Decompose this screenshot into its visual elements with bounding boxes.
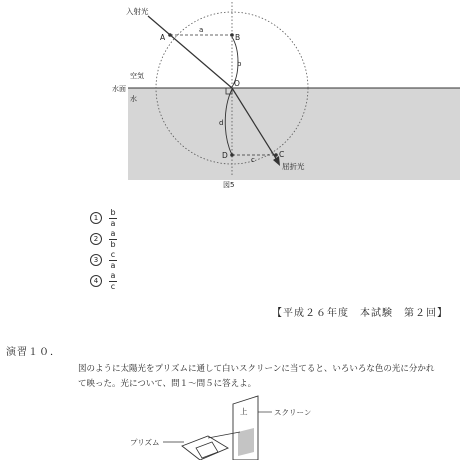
label-water-surface: 水面 [112,85,126,93]
fraction-denominator: c [110,281,116,291]
option-fraction [109,272,117,291]
fraction-numerator: c [110,249,116,259]
option-4[interactable] [90,272,117,290]
fraction-numerator: a [110,228,116,238]
label-segment-a: a [199,26,204,34]
fraction-numerator: a [110,270,116,280]
exercise-text-line-2: て映った。光について、問１～問５に答えよ。 [78,379,257,389]
fraction-denominator: a [110,260,116,270]
option-3[interactable] [90,251,117,269]
label-segment-b: b [237,60,242,68]
option-number: 3 [90,254,102,266]
exam-source-note: 【平成２６年度 本試験 第２回】 [272,308,448,319]
prism-shape [182,436,228,460]
label-point-o: O [234,79,240,88]
fraction-denominator: b [110,239,116,249]
option-fraction [109,251,117,270]
label-water: 水 [130,95,137,103]
label-refracted-light: 屈折光 [282,162,305,171]
label-incident-light: 入射光 [126,7,149,16]
label-point-d: D [222,151,228,160]
label-point-b: B [235,33,241,42]
label-air: 空気 [130,72,144,80]
option-number: 4 [90,275,102,287]
label-point-c: C [279,150,285,159]
label-screen: スクリーン [274,408,312,417]
exercise-title: 演習１０． [6,347,61,358]
option-1[interactable] [90,209,117,227]
option-2[interactable] [90,230,117,248]
fraction-numerator: b [110,207,116,217]
option-fraction [109,230,117,249]
label-segment-c: c [251,156,255,164]
spectrum-patch [238,428,254,456]
incident-ray [148,16,232,88]
point-c [274,153,278,157]
point-d [230,153,234,157]
label-segment-d: d [219,119,224,127]
option-number: 2 [90,233,102,245]
fraction-denominator: a [110,218,116,228]
point-a [168,33,172,37]
option-number: 1 [90,212,102,224]
label-prism: プリズム [130,438,160,447]
point-b [230,33,234,37]
exercise-text-line-1: 図のように太陽光をプリズムに通して白いスクリーンに当てると、いろいろな色の光に分かれ [78,364,435,374]
figure-caption: 図5 [223,181,235,189]
option-fraction [109,209,117,228]
label-point-a: A [160,33,166,42]
label-top: 上 [240,407,248,416]
